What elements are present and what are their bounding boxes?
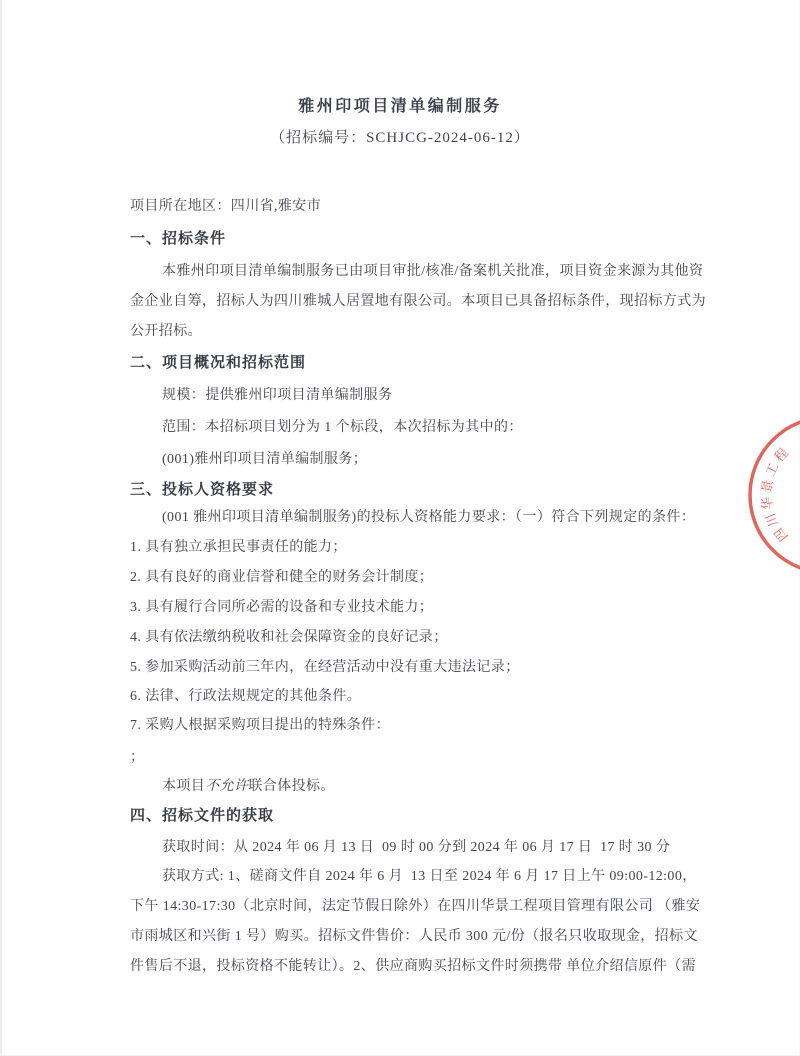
qualification-item-1: 1. 具有独立承担民事责任的能力； <box>130 540 347 555</box>
project-scope-line: 范围：本招标项目划分为 1 个标段，本次招标为其中的： <box>162 420 523 435</box>
section-2-heading: 二、项目概况和招标范围 <box>130 355 307 371</box>
consortium-emphasis: 不允许 <box>205 779 249 794</box>
section-3-heading: 三、投标人资格要求 <box>130 482 275 498</box>
section-1-paragraph-line-2: 金企业自筹，招标人为四川雅城人居置地有限公司。本项目已具备招标条件，现招标方式为 <box>130 294 706 309</box>
section-1-paragraph-line-3: 公开招标。 <box>130 324 202 339</box>
section-1-heading: 一、招标条件 <box>130 231 227 247</box>
bid-lot-line: (001)雅州印项目清单编制服务； <box>162 452 368 467</box>
obtain-method-line-4: 件售后不退，投标资格不能转让）。2、供应商购买招标文件时须携带 单位介绍信原件（需 <box>130 959 696 974</box>
consortium-suffix: 联合体投标。 <box>248 779 335 794</box>
qualification-item-3: 3. 具有履行合同所必需的设备和专业技术能力； <box>130 600 434 615</box>
obtain-time-line: 获取时间：从 2024 年 06 月 13 日 09 时 00 分到 2024 年 06 月 17 日 17 时 30 分 <box>162 840 671 855</box>
stamp-outer-ring <box>750 417 800 573</box>
qualification-item-6: 6. 法律、行政法规规定的其他条件。 <box>130 689 362 704</box>
dangling-semicolon-line: ； <box>130 750 145 765</box>
qualification-item-4: 4. 具有依法缴纳税收和社会保障资金的良好记录； <box>130 630 448 645</box>
qualification-item-7: 7. 采购人根据采购项目提出的特殊条件： <box>130 718 390 733</box>
project-location-line: 项目所在地区：四川省,雅安市 <box>130 199 322 214</box>
obtain-method-line-3: 市雨城区和兴街 1 号）购买。招标文件售价：人民币 300 元/份（报名只收取现金，招标文 <box>130 929 698 944</box>
doc-title: 雅州印项目清单编制服务 <box>298 98 502 115</box>
qualification-item-5: 5. 参加采购活动前三年内，在经营活动中没有重大违法记录； <box>130 660 520 675</box>
section-1-paragraph-line-1: 本雅州印项目清单编制服务已由项目审批/核准/备案机关批准，项目资金来源为其他资 <box>162 264 704 279</box>
official-seal-stamp-icon <box>740 393 800 603</box>
obtain-method-line-2: 下午 14:30-17:30（北京时间，法定节假日除外）在四川华景工程项目管理有限公司 （雅安 <box>130 899 701 914</box>
project-scale-line: 规模：提供雅州印项目清单编制服务 <box>162 388 393 403</box>
tender-number: （招标编号：SCHJCG-2024-06-12） <box>270 130 530 146</box>
consortium-prefix: 本项目 <box>162 779 206 794</box>
obtain-method-line-1: 获取方式: 1、磋商文件自 2024 年 6 月 13 日至 2024 年 6 月 17 日上午 09:00-12:00， <box>162 869 697 884</box>
qualification-intro-line: (001 雅州印项目清单编制服务)的投标人资格能力要求：（一）符合下列规定的条件： <box>162 510 696 525</box>
consortium-line <box>162 777 335 797</box>
stamp-arc-text: 四川华景工程 <box>758 442 794 545</box>
section-4-heading: 四、招标文件的获取 <box>130 808 275 824</box>
qualification-item-2: 2. 具有良好的商业信誉和健全的财务会计制度； <box>130 570 434 585</box>
